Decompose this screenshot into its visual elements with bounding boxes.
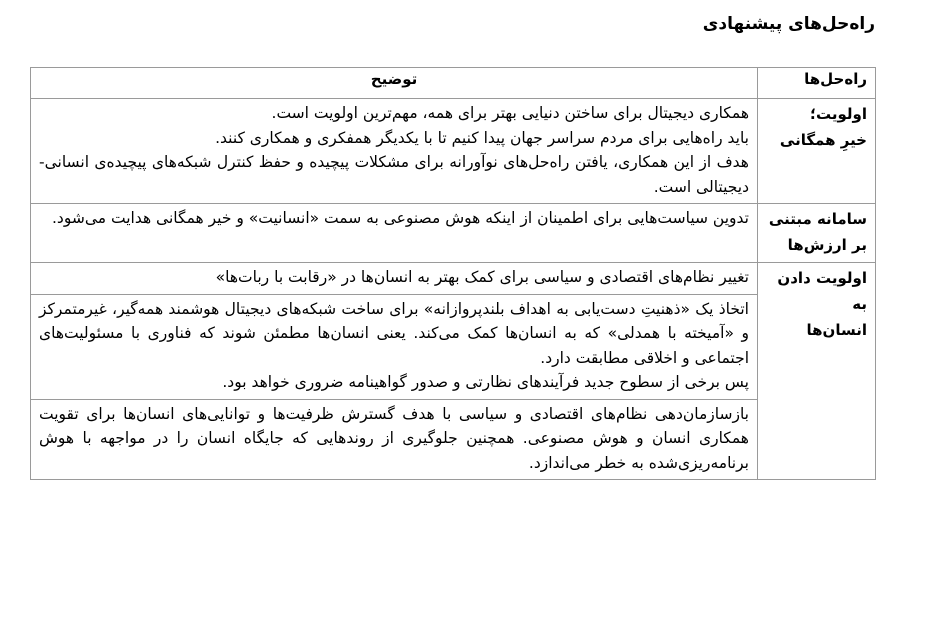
description-paragraph: تدوین سیاست‌هایی برای اطمینان از اینکه هوش مصنوعی به سمت «انسانیت» و خیر همگانی هدایت می‌شود. <box>52 209 749 227</box>
solution-label-line: اولویت دادن به <box>777 269 867 313</box>
description-cell <box>31 204 758 263</box>
table-row <box>31 399 876 480</box>
solution-label-line: بر ارزش‌ها <box>787 236 867 254</box>
solutions-table <box>30 67 876 480</box>
solution-cell <box>758 263 876 480</box>
table-row <box>31 99 876 204</box>
description-cell <box>31 99 758 204</box>
solution-label-line: سامانه مبتنی <box>768 210 867 228</box>
table-row <box>31 294 876 399</box>
description-paragraph: پس برخی از سطوح جدید فرآیندهای نظارتی و صدور گواهینامه ضروری خواهد بود. <box>222 373 749 391</box>
page-title: راه‌حل‌های پیشنهادی <box>702 14 875 34</box>
solution-label-line: اولویت؛ <box>809 105 867 123</box>
description-cell <box>31 294 758 399</box>
description-cell <box>31 399 758 480</box>
description-paragraph: همکاری دیجیتال برای ساختن دنیایی بهتر برای همه، مهم‌ترین اولویت است. <box>271 104 749 122</box>
table-header-row <box>31 68 876 99</box>
solution-label-line: انسان‌ها <box>806 321 867 339</box>
description-paragraph: باید راه‌هایی برای مردم سراسر جهان پیدا کنیم تا با یکدیگر همفکری و همکاری کنند. <box>215 128 749 147</box>
solution-label-line: خیرِ همگانی <box>779 131 867 149</box>
table-row <box>31 204 876 263</box>
solution-cell <box>758 99 876 204</box>
description-paragraph: اتخاذ یک «ذهنیتِ دست‌یابی به اهداف بلندپروازانه» برای ساخت شبکه‌های دیجیتال هوشمند همه‌گیر، غیرمتمرکز و «آمیخته با همدلی» که به انسان‌ها کمک می‌کند. یعنی انسان‌ها مطمئن شوند که فناوری با مسئولیت‌های اجتماعی و اخلاقی مطابقت دارد. <box>39 299 749 367</box>
description-paragraph: بازسازمان‌دهی نظام‌های اقتصادی و سیاسی با هدف گسترش ظرفیت‌ها و توانایی‌های انسان‌ها برای تقویت همکاری انسان و هوش مصنوعی. همچنین جلوگیری از روندهایی که جایگاه انسان را در مواجهه با هوش برنامه‌ریزی‌شده به خطر می‌اندازد. <box>39 404 749 472</box>
header-description: توضیح <box>31 68 758 99</box>
table-row <box>31 263 876 295</box>
description-cell <box>31 263 758 295</box>
solution-cell <box>758 204 876 263</box>
description-paragraph: تغییر نظام‌های اقتصادی و سیاسی برای کمک بهتر به انسان‌ها در «رقابت با ربات‌ها» <box>215 268 749 286</box>
description-paragraph: هدف از این همکاری، یافتن راه‌حل‌های نوآورانه برای مشکلات پیچیده و حفظ کنترل شبکه‌های پیچیده‌ی انسانی-دیجیتالی است. <box>39 153 749 196</box>
header-solutions: راه‌حل‌ها <box>758 68 876 99</box>
